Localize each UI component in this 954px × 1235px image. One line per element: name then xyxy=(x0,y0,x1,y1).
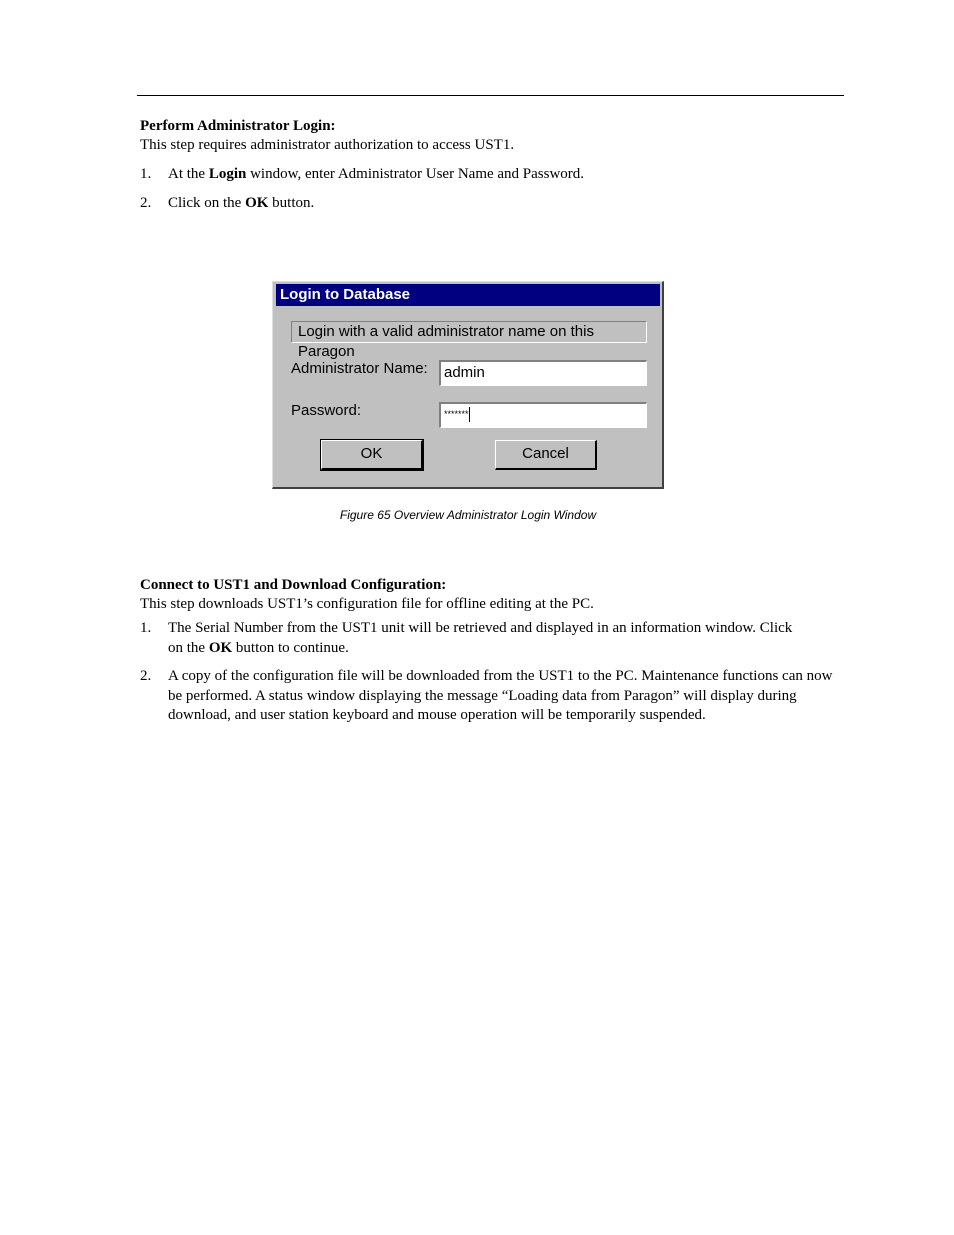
step-text: Click on the OK button. xyxy=(168,195,315,211)
step-text: At the Login window, enter Administrator User Name and Password. xyxy=(168,166,585,182)
section-heading-login: Perform Administrator Login: xyxy=(140,118,336,134)
step-number: 2. xyxy=(140,668,152,684)
section-heading-connect: Connect to UST1 and Download Configuration: xyxy=(140,577,447,593)
cancel-button[interactable]: Cancel xyxy=(495,440,597,470)
header-rule xyxy=(137,95,844,96)
step-number: 2. xyxy=(140,195,152,211)
ok-button[interactable]: OK xyxy=(321,440,423,470)
figure-caption: Figure 65 Overview Administrator Login Window xyxy=(339,508,597,522)
admin-name-input[interactable]: admin xyxy=(439,360,647,386)
login-dialog xyxy=(272,281,664,489)
step-number: 1. xyxy=(140,166,152,182)
section-intro-login: This step requires administrator authorization to access UST1. xyxy=(140,137,515,153)
step-text: The Serial Number from the UST1 unit will be retrieved and displayed in an information window. Click on the OK button to continue. xyxy=(168,620,793,656)
password-input[interactable]: ******* xyxy=(439,402,647,428)
password-label: Password: xyxy=(291,402,362,419)
text-caret xyxy=(469,407,470,422)
section-intro-connect: This step downloads UST1’s configuration file for offline editing at the PC. xyxy=(140,596,594,612)
dialog-title: Login to Database xyxy=(276,284,660,306)
step-text: A copy of the configuration file will be downloaded from the UST1 to the PC. Maintenance functions can now be performed. A status window displaying the message “Loading data from Paragon” will display during download, and user station keyboard and mouse operation will be temporarily suspended. xyxy=(168,668,833,723)
admin-name-label: Administrator Name: xyxy=(291,360,428,377)
dialog-message: Login with a valid administrator name on this Paragon xyxy=(291,321,647,343)
step-number: 1. xyxy=(140,620,152,636)
